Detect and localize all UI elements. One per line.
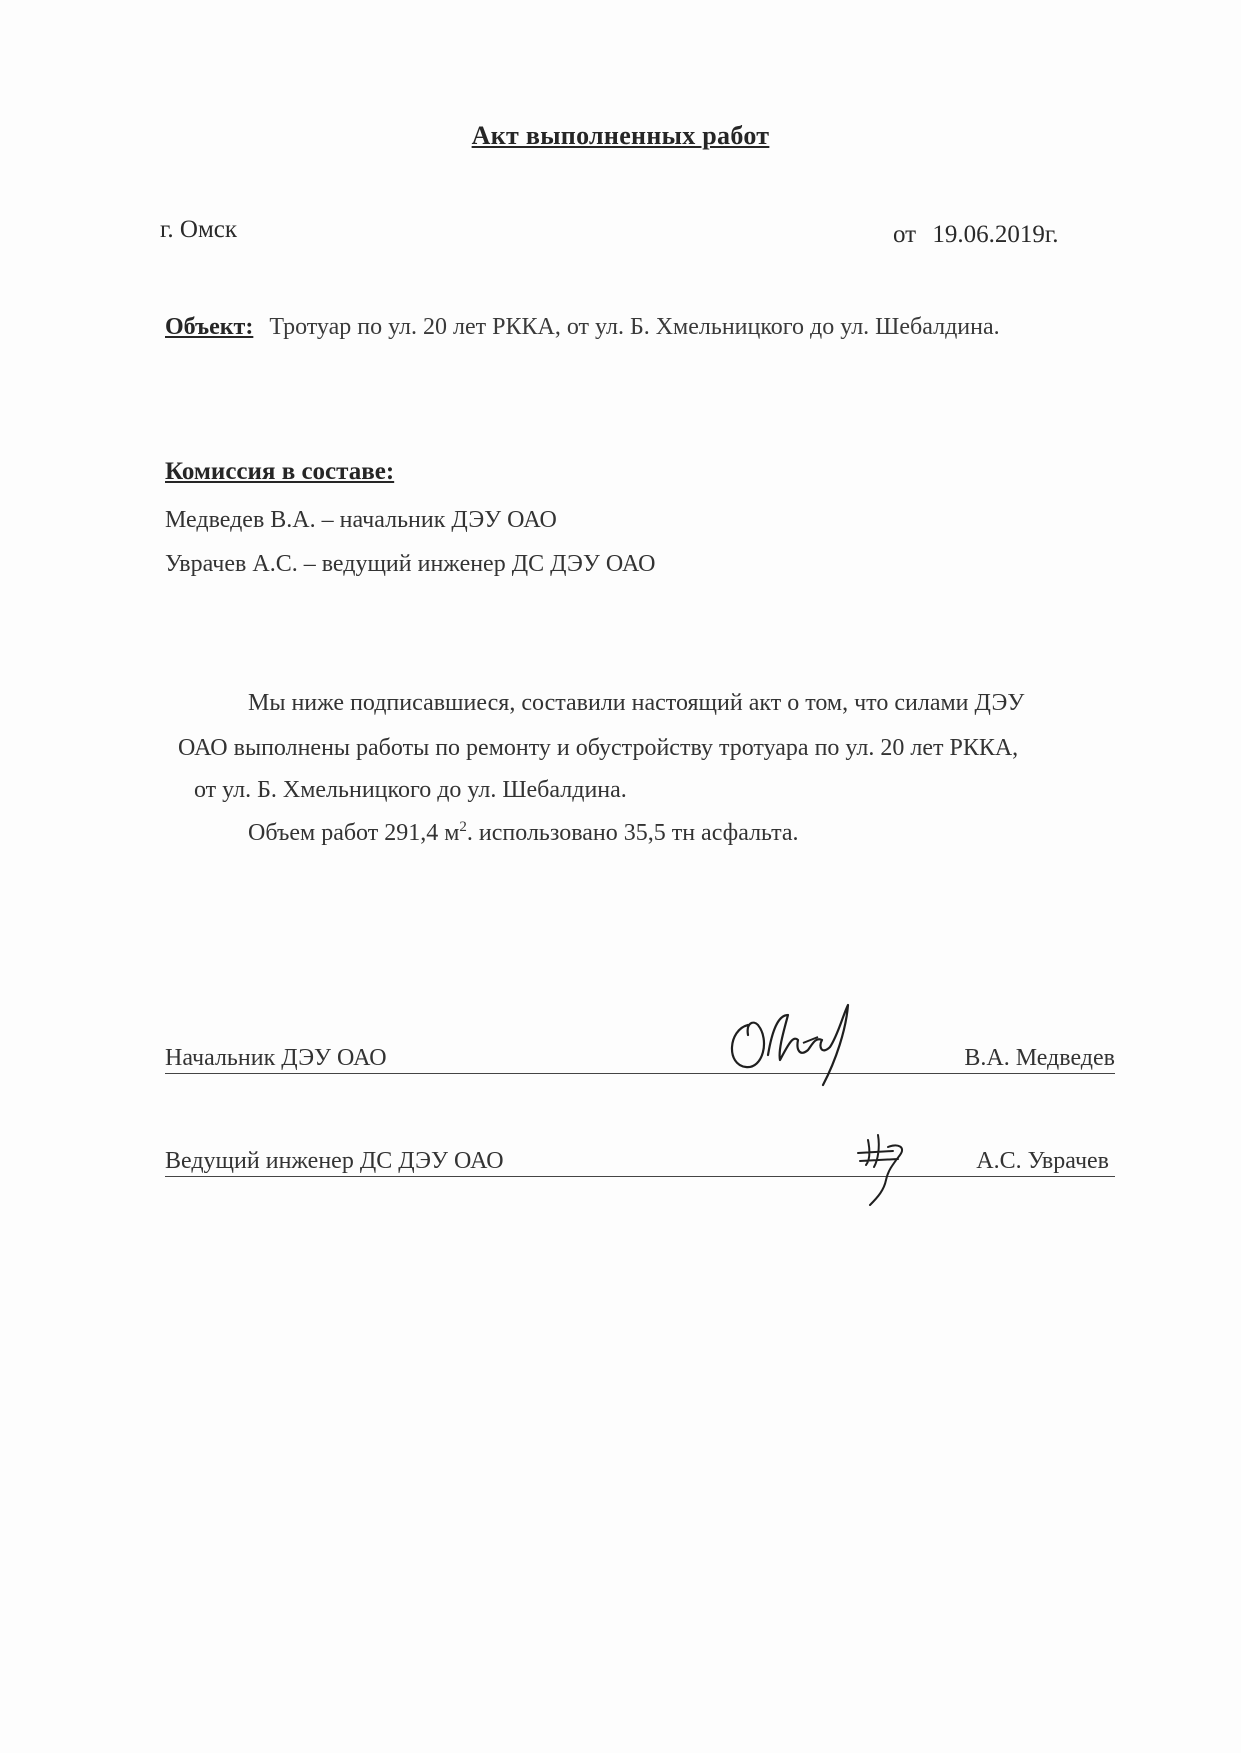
volume-prefix: Объем работ 291,4 м (248, 820, 460, 846)
date-prefix: от (893, 221, 917, 248)
commission-member: Уврачев А.С. – ведущий инженер ДС ДЭУ ОАО (165, 551, 656, 577)
document-title: Акт выполненных работ (471, 121, 770, 150)
signature-row (165, 1038, 1115, 1078)
date-value: 19.06.2019г. (932, 221, 1059, 248)
object-text: Тротуар по ул. 20 лет РККА, от ул. Б. Хмельницкого до ул. Шебалдина. (269, 314, 1000, 340)
commission-member: Медведев В.А. – начальник ДЭУ ОАО (165, 507, 557, 533)
document-date (893, 221, 1059, 249)
signer-role: Ведущий инженер ДС ДЭУ ОАО (165, 1148, 504, 1174)
signer-role: Начальник ДЭУ ОАО (165, 1045, 387, 1071)
handwritten-signature-uvrachev (848, 1125, 938, 1210)
signature-row (165, 1141, 1115, 1181)
volume-suffix: . использовано 35,5 тн асфальта. (466, 820, 799, 846)
signature-line (165, 1073, 1115, 1074)
object-label: Объект: (165, 314, 254, 340)
body-line: от ул. Б. Хмельницкого до ул. Шебалдина. (194, 777, 627, 803)
city: г. Омск (160, 216, 238, 243)
signature-line (165, 1176, 1115, 1177)
handwritten-signature-medvedev (718, 985, 878, 1095)
signer-name: В.А. Медведев (964, 1045, 1115, 1071)
work-volume (248, 819, 799, 847)
signer-name: А.С. Уврачев (976, 1148, 1109, 1174)
body-line: ОАО выполнены работы по ремонту и обустройству тротуара по ул. 20 лет РККА, (178, 735, 1019, 761)
commission-label: Комиссия в составе: (165, 458, 395, 485)
object-row (165, 314, 1000, 341)
volume-unit-sup: 2 (459, 819, 467, 835)
body-line: Мы ниже подписавшиеся, составили настоящий акт о том, что силами ДЭУ (248, 690, 1025, 716)
